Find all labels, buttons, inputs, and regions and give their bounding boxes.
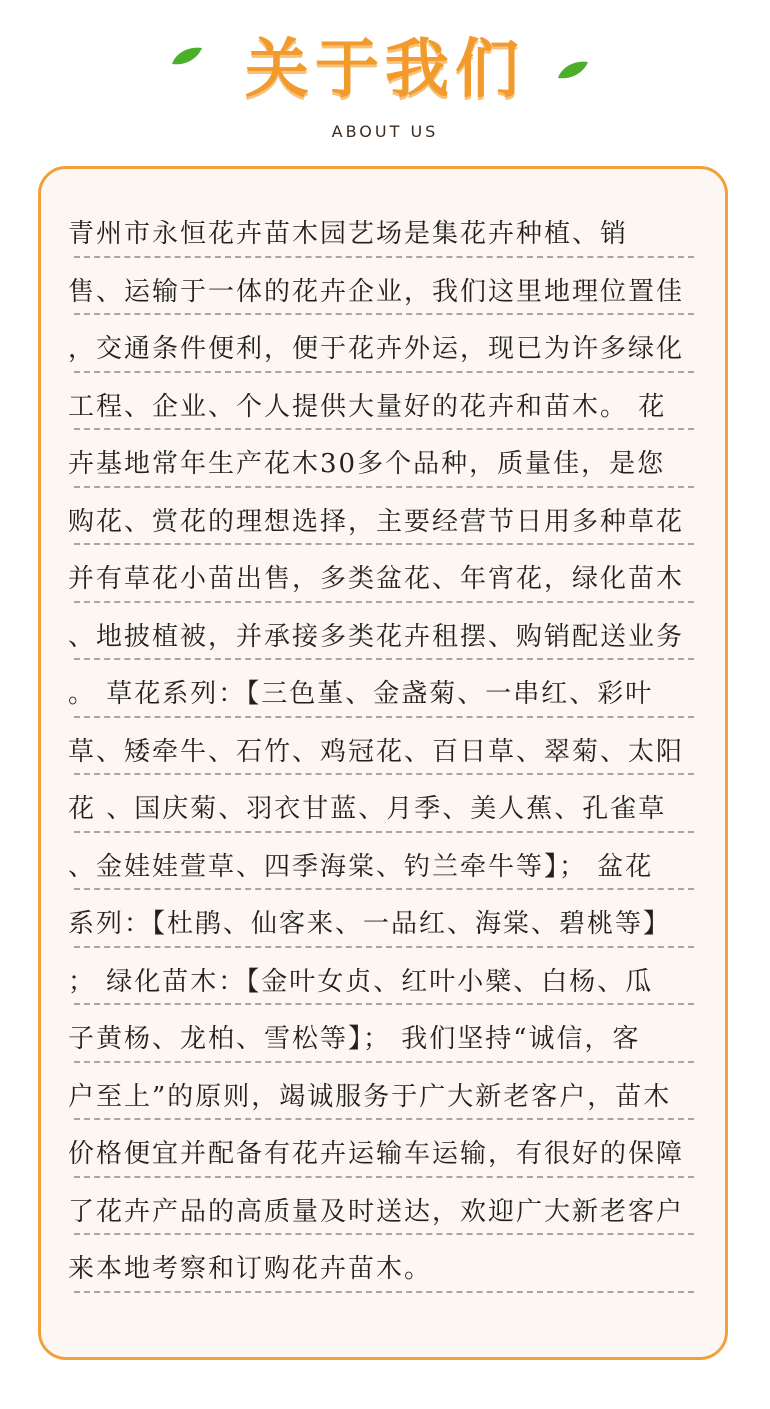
page-subtitle: ABOUT US bbox=[331, 122, 439, 141]
text-line: 工程、企业、个人提供大量好的花卉和苗木。 花 bbox=[68, 379, 718, 437]
text-line: 并有草花小苗出售，多类盆花、年宵花，绿化苗木 bbox=[68, 551, 718, 609]
text-line: 花 、国庆菊、羽衣甘蓝、月季、美人蕉、孔雀草 bbox=[68, 781, 718, 839]
text-line: 。 草花系列：【三色堇、金盏菊、一串红、彩叶 bbox=[68, 666, 718, 724]
text-line: 来本地考察和订购花卉苗木。 bbox=[68, 1241, 718, 1299]
text-line: 草、矮牵牛、石竹、鸡冠花、百日草、翠菊、太阳 bbox=[68, 724, 718, 782]
text-line: ； 绿化苗木：【金叶女贞、红叶小檗、白杨、瓜 bbox=[68, 954, 718, 1012]
text-line: 、地披植被，并承接多类花卉租摆、购销配送业务 bbox=[68, 609, 718, 667]
content-text bbox=[68, 206, 718, 1299]
text-line: 系列：【杜鹃、仙客来、一品红、海棠、碧桃等】 bbox=[68, 896, 718, 954]
text-line: 了花卉产品的高质量及时送达，欢迎广大新老客户 bbox=[68, 1184, 718, 1242]
text-line: 卉基地常年生产花木30多个品种，质量佳，是您 bbox=[68, 436, 718, 494]
text-line: 子黄杨、龙柏、雪松等】； 我们坚持“诚信，客 bbox=[68, 1011, 718, 1069]
text-line: 户至上”的原则，竭诚服务于广大新老客户，苗木 bbox=[68, 1069, 718, 1127]
text-line: 青州市永恒花卉苗木园艺场是集花卉种植、销 bbox=[68, 206, 718, 264]
leaf-icon bbox=[556, 60, 590, 80]
text-line: ，交通条件便利，便于花卉外运，现已为许多绿化 bbox=[68, 321, 718, 379]
text-line: 购花、赏花的理想选择，主要经营节日用多种草花 bbox=[68, 494, 718, 552]
text-line: 、金娃娃萱草、四季海棠、钓兰牵牛等】； 盆花 bbox=[68, 839, 718, 897]
text-line: 价格便宜并配备有花卉运输车运输，有很好的保障 bbox=[68, 1126, 718, 1184]
header bbox=[0, 0, 770, 160]
page-title: 关于我们 bbox=[245, 33, 525, 107]
text-line: 售、运输于一体的花卉企业，我们这里地理位置佳 bbox=[68, 264, 718, 322]
